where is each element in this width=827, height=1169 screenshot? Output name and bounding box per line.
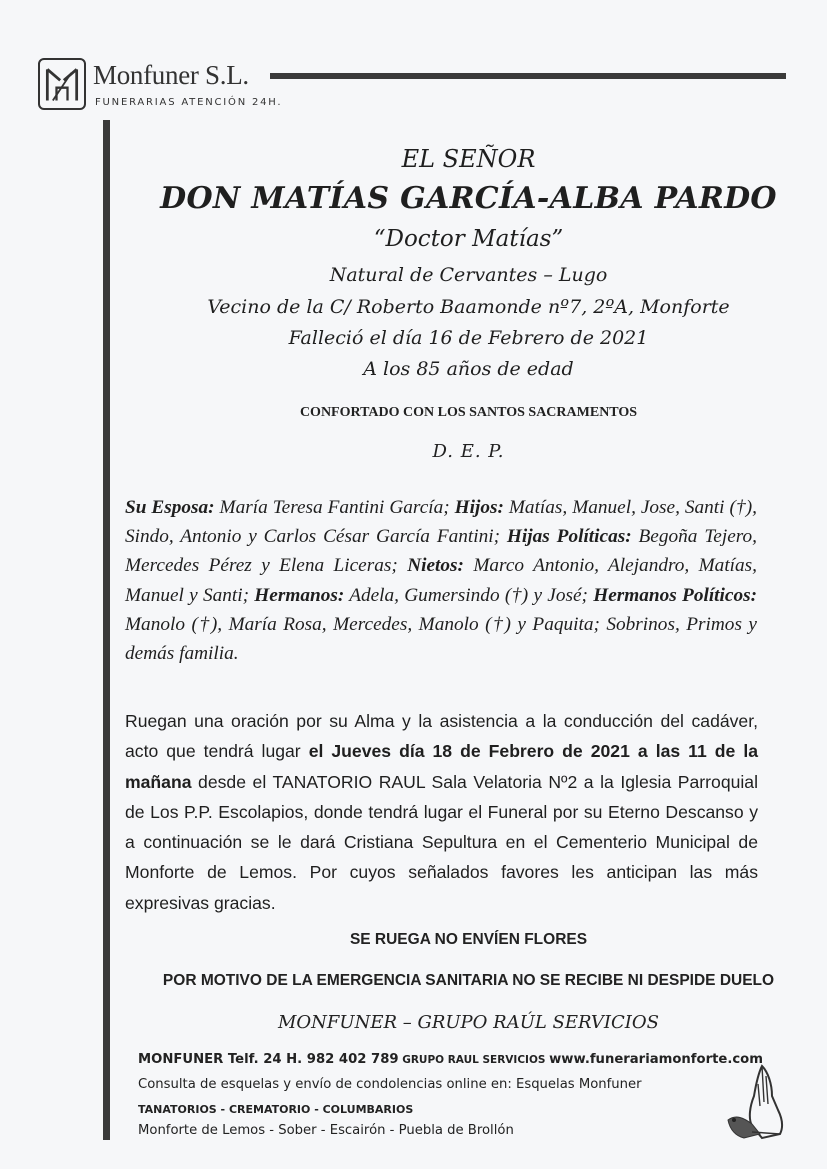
hermanos-politicos-label: Hermanos Políticos: xyxy=(593,584,758,606)
footer-consulta: Consulta de esquelas y envío de condolencias online en: Esquelas Monfuner xyxy=(138,1077,642,1092)
no-flowers-notice: SE RUEGA NO ENVÍEN FLORES xyxy=(349,931,588,948)
footer-website: www.funerariamonforte.com xyxy=(549,1052,763,1067)
header-rule xyxy=(270,73,786,79)
dep-line: D. E. P. xyxy=(432,441,505,462)
hermanos-label: Hermanos: xyxy=(254,584,345,606)
nietos-label: Nietos: xyxy=(407,555,464,577)
funeral-details-part1: Ruegan una oración por su Alma y la asistencia a la conducción del cadáver, acto que tendrá lugar xyxy=(125,711,758,762)
sacraments-line: CONFORTADO CON LOS SANTOS SACRAMENTOS xyxy=(299,405,638,420)
hijos-label: Hijos: xyxy=(454,497,504,518)
footer-services: TANATORIOS - CREMATORIO - COLUMBARIOS xyxy=(138,1103,414,1116)
brand-tagline: FUNERARIAS ATENCIÓN 24H. xyxy=(95,97,283,108)
left-rule xyxy=(103,120,110,1140)
footer-contact xyxy=(138,1052,763,1067)
emergency-notice: POR MOTIVO DE LA EMERGENCIA SANITARIA NO SE RECIBE NI DESPIDE DUELO xyxy=(162,972,775,989)
deceased-name: DON MATÍAS GARCÍA-ALBA PARDO xyxy=(160,181,777,216)
group-name: MONFUNER – GRUPO RAÚL SERVICIOS xyxy=(277,1012,660,1033)
hijos-names: Matías, Manuel, Jose, Santi (†), Sindo, Antonio y Carlos César García Fantini; xyxy=(125,497,757,548)
nietos-names: Marco Antonio, Alejandro, Matías, Manuel y Santi; xyxy=(125,555,757,606)
footer-group: GRUPO RAUL SERVICIOS xyxy=(398,1054,550,1066)
brand-name: Monfuner S.L. xyxy=(93,60,249,90)
esposa-names: María Teresa Fantini García; xyxy=(214,497,455,518)
hijas-label: Hijas Políticas: xyxy=(506,526,632,548)
origin-line: Natural de Cervantes – Lugo xyxy=(329,264,608,286)
footer-locations: Monforte de Lemos - Sober - Escairón - Puebla de Brollón xyxy=(138,1123,514,1138)
notice-title: EL SEÑOR xyxy=(401,145,536,173)
funeral-details-part2: desde el TANATORIO RAUL Sala Velatoria Nº2 a la Iglesia Parroquial de Los P.P. Escolapios, donde tendrá lugar el Funeral por su Eterno Descanso y a continuación se le dará Cristiana Sepultura en el Cementerio Municipal de Monforte de Lemos. Por cuyos señalados favores les anticipan las más expresivas gracias. xyxy=(125,771,758,913)
funeral-date: el Jueves día 18 de Febrero de 2021 a las 11 de la mañana xyxy=(125,741,759,792)
address-line: Vecino de la C/ Roberto Baamonde nº7, 2ºA, Monforte xyxy=(207,296,730,318)
age-line: A los 85 años de edad xyxy=(363,358,574,380)
monfuner-logo-icon xyxy=(38,58,86,110)
hermanos-names: Adela, Gumersindo (†) y José; xyxy=(344,584,594,606)
hijas-names: Begoña Tejero, Mercedes Pérez y Elena Liceras; xyxy=(125,526,757,577)
family-list xyxy=(125,493,757,668)
praying-hands-icon xyxy=(722,1062,796,1142)
footer-phone: MONFUNER Telf. 24 H. 982 402 789 xyxy=(138,1052,399,1067)
esposa-label: Su Esposa: xyxy=(125,497,215,518)
deceased-nickname: “Doctor Matías” xyxy=(373,226,564,252)
hermanos-politicos-names: Manolo (†), María Rosa, Mercedes, Manolo (†) y Paquita; Sobrinos, Primos y demás familia. xyxy=(125,613,757,665)
death-date-line: Falleció el día 16 de Febrero de 2021 xyxy=(288,327,649,349)
funeral-details xyxy=(125,706,758,918)
